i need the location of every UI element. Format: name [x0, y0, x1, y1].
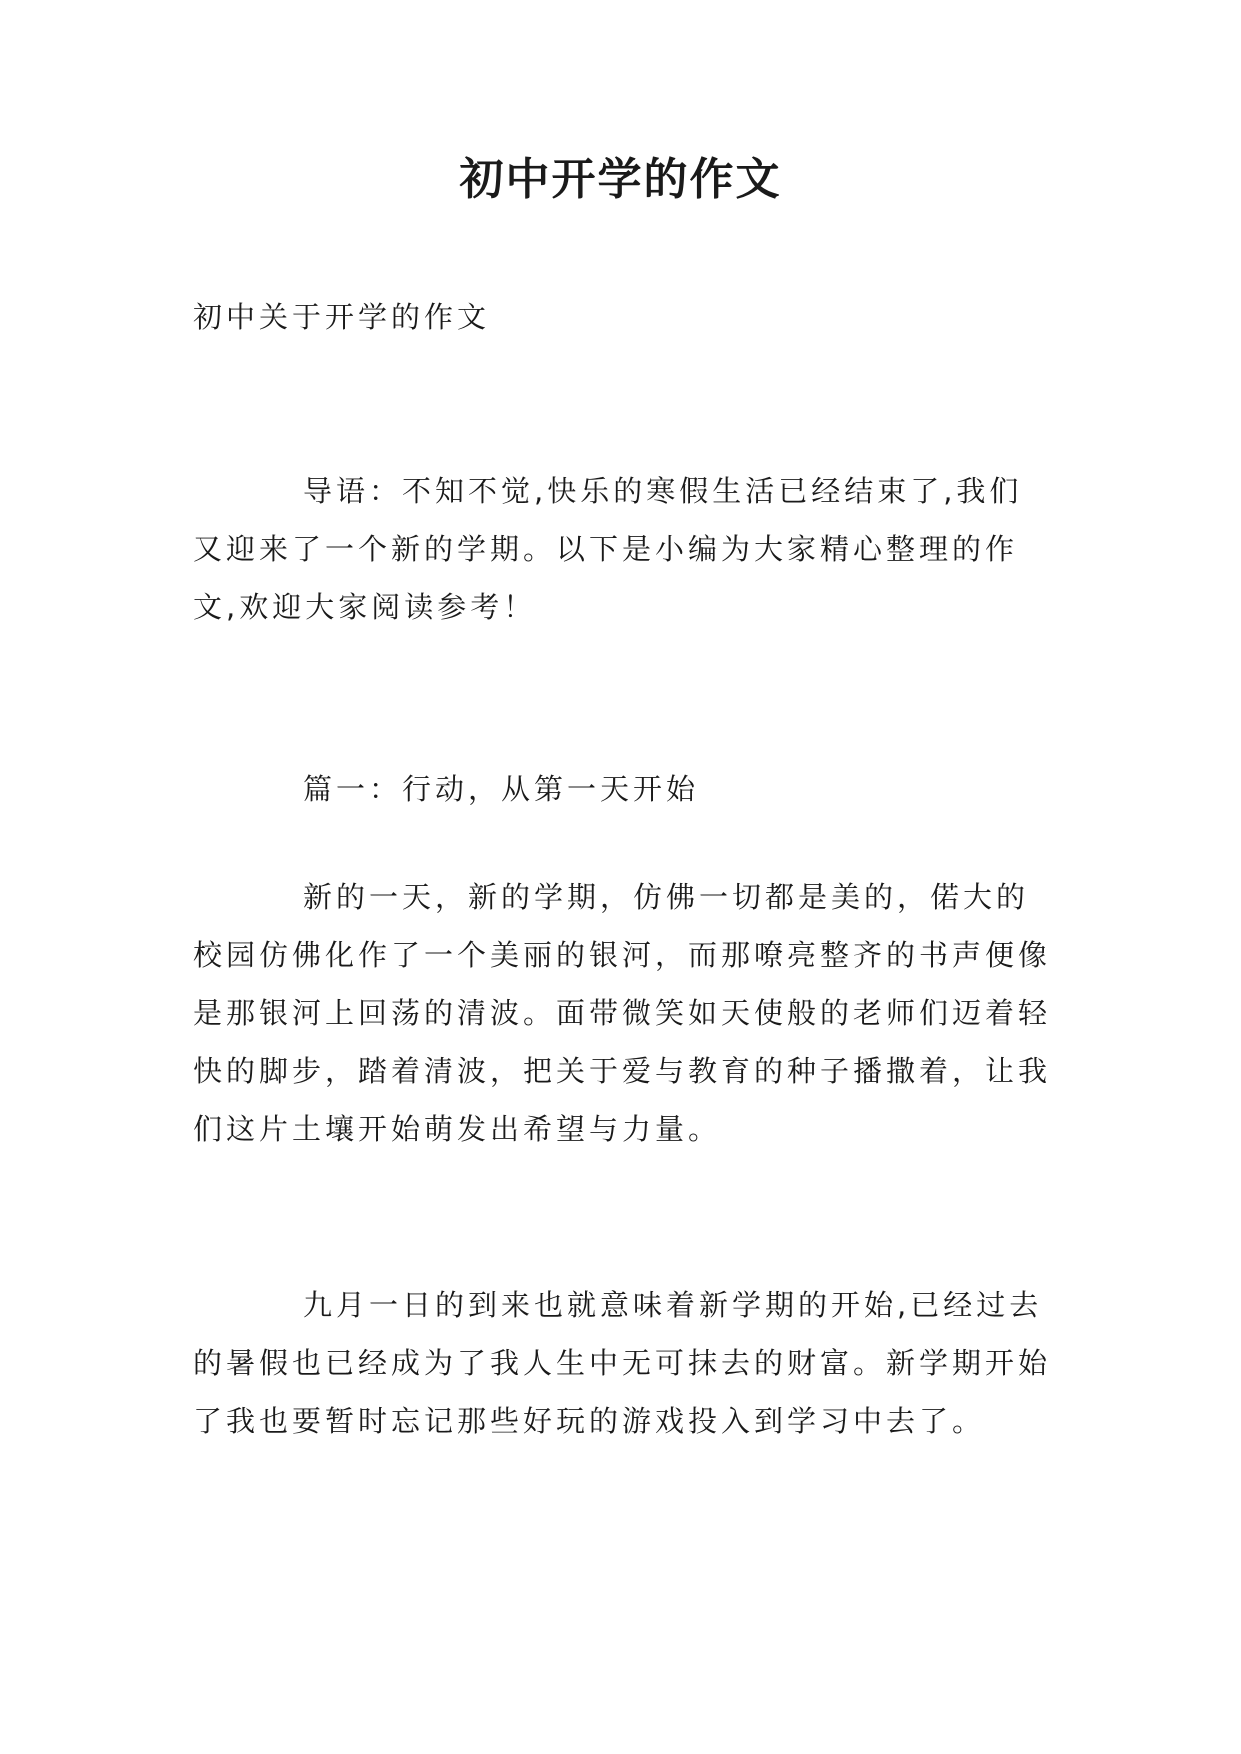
document-title: 初中开学的作文 [459, 154, 782, 205]
subtitle-text: 初中关于开学的作文 [193, 300, 491, 334]
document-subtitle [193, 288, 1053, 346]
intro-text: 导语：不知不觉,快乐的寒假生活已经结束了,我们又迎来了一个新的学期。以下是小编为大家精心整理的作文,欢迎大家阅读参考！ [193, 474, 1023, 624]
chapter-heading-text: 篇一：行动，从第一天开始 [303, 772, 700, 806]
paragraph-text: 九月一日的到来也就意味着新学期的开始,已经过去的暑假也已经成为了我人生中无可抹去的财富。新学期开始了我也要暂时忘记那些好玩的游戏投入到学习中去了。 [193, 1288, 1052, 1438]
body-paragraph [193, 1276, 1053, 1450]
paragraph-text: 新的一天，新的学期，仿佛一切都是美的，偌大的校园仿佛化作了一个美丽的银河，而那嘹亮整齐的书声便像是那银河上回荡的清波。面带微笑如天使般的老师们迈着轻快的脚步，踏着清波，把关于爱与教育的种子播撒着，让我们这片土壤开始萌发出希望与力量。 [193, 880, 1052, 1146]
intro-paragraph [193, 462, 1053, 636]
chapter-heading [193, 760, 1053, 818]
body-paragraph [193, 868, 1053, 1158]
